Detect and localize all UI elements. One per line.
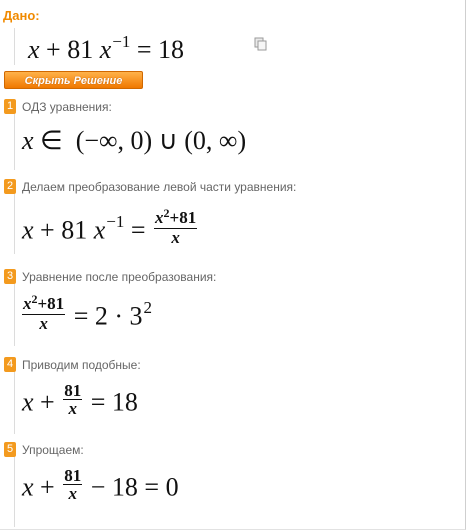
step-number-badge: 1 xyxy=(4,99,16,114)
step-math: x + 81 $x^{-1}$ = $\frac{x^2+81}{x}$ xyxy=(22,206,197,247)
step-description: Делаем преобразование левой части уравнения: xyxy=(22,180,297,194)
fraction: $\frac{81}{x}$ xyxy=(64,381,82,418)
fraction: $\frac{x^2+81}{x}$ xyxy=(23,292,65,333)
step-number-badge: 2 xyxy=(4,179,16,194)
step-description: Уравнение после преобразования: xyxy=(22,270,217,284)
step-number-badge: 5 xyxy=(4,442,16,457)
step-math: x ∈ (−∞, 0) ∪ (0, ∞) xyxy=(22,126,247,155)
step-math: x + $\frac{81}{x}$ = 18 xyxy=(22,381,138,418)
divider-line xyxy=(14,194,15,254)
divider-line xyxy=(14,28,15,65)
divider-line xyxy=(14,114,15,170)
given-equation: x + 81 $x^{-1} = 18$ xyxy=(28,32,185,64)
step-number-badge: 3 xyxy=(4,269,16,284)
step-math: $\frac{x^2+81}{x}$ = $2 \cdot 3^2$ xyxy=(23,292,153,333)
fraction: $\frac{81}{x}$ xyxy=(64,466,82,503)
fraction: $\frac{x^2+81}{x}$ xyxy=(155,206,197,247)
step-description: Приводим подобные: xyxy=(22,358,141,372)
divider-line xyxy=(14,457,15,527)
given-label: Дано: xyxy=(3,8,40,23)
copy-icon[interactable] xyxy=(254,37,267,51)
step-description: ОДЗ уравнения: xyxy=(22,100,112,114)
hide-solution-button[interactable]: Скрыть Решение xyxy=(4,71,143,89)
step-math: x + $\frac{81}{x}$ − 18 = 0 xyxy=(22,466,179,503)
divider-line xyxy=(14,284,15,346)
step-number-badge: 4 xyxy=(4,357,16,372)
step-description: Упрощаем: xyxy=(22,443,84,457)
divider-line xyxy=(14,372,15,434)
